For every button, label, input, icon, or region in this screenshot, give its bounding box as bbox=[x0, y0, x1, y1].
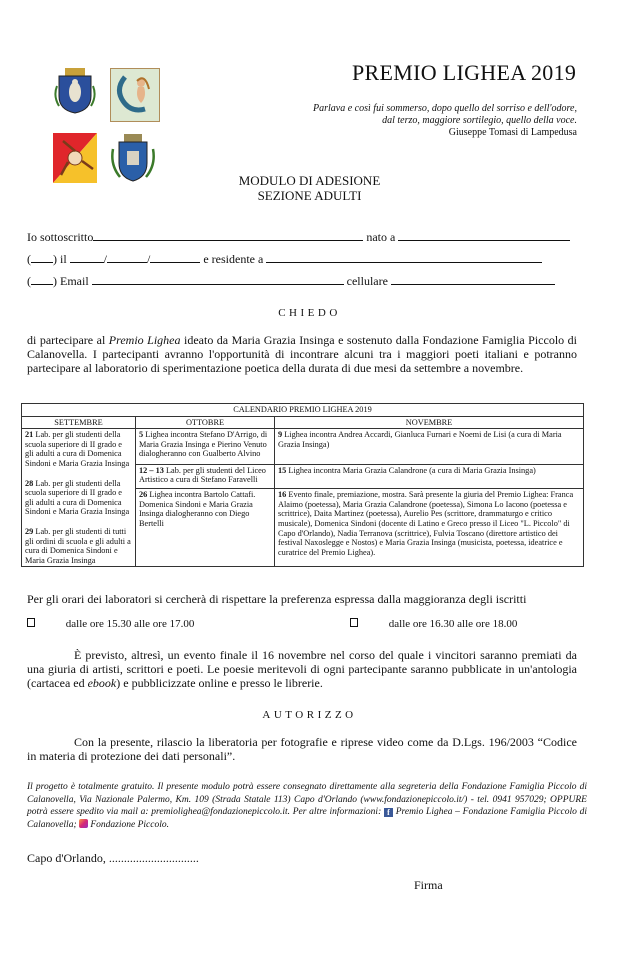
signature-label: Firma bbox=[414, 878, 443, 892]
evento-text bbox=[27, 648, 577, 690]
calendar-table bbox=[21, 403, 584, 567]
autorizzo-text: Con la presente, rilascio la liberatoria per fotografie e riprese video come da D.Lgs. 196/2003 “Codice in materia di protezione dei dati personali”. bbox=[27, 735, 577, 763]
form-line-name bbox=[27, 228, 570, 245]
epigraph bbox=[257, 103, 577, 139]
place-date: Capo d'Orlando, .............................. bbox=[27, 851, 199, 865]
label-nato-a: nato a bbox=[366, 230, 396, 244]
col-settembre: SETTEMBRE bbox=[22, 416, 136, 429]
entry-day: 29 bbox=[25, 526, 34, 536]
calendar-entry bbox=[25, 430, 132, 468]
entry-text: Lighea incontra Maria Grazia Calandrone (a cura di Maria Grazia Insinga) bbox=[286, 465, 536, 475]
entry-text: Evento finale, premiazione, mostra. Sarà presente la giuria del Premio Lighea: Franca Alaimo (poetessa), Maria Grazia Calandrone (poetessa), Simona Lo Iacono (poetessa e scrittrice), Daita Martinez (poetessa), Aurelio Pes (scrittore, drammaturgo e critico musicale), Domenica Sindoni (docente di Latino e Greco presso il Liceo "L. Piccolo" di Capo d'Orlando), Nadia Terranova (scrittrice), Fulvia Toscano (direttore artistico dei festival Naxoslegge e Nostos) e Maria Grazia Insinga (musicista, poetessa, ideatrice e curatrice del Premio Lighea). bbox=[278, 490, 574, 557]
info-note bbox=[27, 781, 587, 831]
label-il: ) il bbox=[53, 252, 67, 266]
birthplace-field[interactable] bbox=[398, 228, 570, 241]
evento-main: È previsto, altresì, un evento finale il 16 novembre nel corso del quale i vincitori saranno premiati da una giuria di artisti, scrittori e poeti. Le poesie meritevoli di ogni partecipante saranno pubblicate in un'antologia (cartacea ed bbox=[27, 648, 577, 690]
email-field[interactable] bbox=[92, 272, 344, 285]
entry-day: 26 bbox=[139, 490, 148, 500]
label-cellulare: cellulare bbox=[346, 274, 388, 288]
entry-text: Lab. per gli studenti della scuola superiore di II grado e gli adulti a cura di Domenica Sindoni e Maria Grazia Insinga bbox=[25, 430, 130, 468]
form-line-contact bbox=[27, 272, 555, 289]
label-sottoscritto: Io sottoscritto bbox=[27, 230, 94, 244]
entry-day: 5 bbox=[139, 430, 144, 440]
paren-open: ( bbox=[27, 274, 31, 288]
evento-end: ) e pubblicizzate online e presso le librerie. bbox=[116, 676, 323, 690]
label-residente: e residente a bbox=[203, 252, 264, 266]
facebook-icon: f bbox=[384, 808, 393, 817]
phone-field[interactable] bbox=[391, 272, 555, 285]
calendar-entry bbox=[25, 479, 132, 517]
chiedo-pre: di partecipare al bbox=[27, 333, 109, 347]
mermaid-icon bbox=[110, 68, 160, 122]
entry-text: Lighea incontra Stefano D'Arrigo, di Maria Grazia Insinga e Pierino Venuto dialogheranno con Gualberto Alvino bbox=[139, 430, 268, 459]
premio-name: Premio Lighea bbox=[108, 333, 181, 347]
entry-day: 21 bbox=[25, 430, 34, 440]
chiedo-heading: CHIEDO bbox=[278, 307, 341, 319]
date-sep: / bbox=[103, 252, 108, 266]
entry-day: 9 bbox=[278, 430, 283, 440]
ottobre-cell-2 bbox=[136, 464, 275, 489]
paren-open: ( bbox=[27, 252, 31, 266]
month-field[interactable] bbox=[107, 250, 147, 263]
entry-text: Lab. per gli studenti della scuola superiore di II grado e gli adulti a cura di Domenica Sindoni e Maria Grazia Insinga bbox=[25, 478, 130, 517]
ottobre-cell-3 bbox=[136, 489, 275, 567]
entry-text: Lighea incontra Bartolo Cattafi. Domenica Sindoni e Maria Grazia Insinga dialogheranno con Diego Bertelli bbox=[139, 490, 256, 529]
instagram-link[interactable]: Fondazione Piccolo. bbox=[87, 819, 169, 830]
quote-line-2: dal terzo, maggiore sortilegio, quello della voce. bbox=[382, 115, 577, 126]
autorizzo-heading: AUTORIZZO bbox=[262, 709, 357, 721]
option-2-label: dalle ore 16.30 alle ore 18.00 bbox=[388, 618, 518, 630]
option-1-label: dalle ore 15.30 alle ore 17.00 bbox=[65, 618, 195, 630]
novembre-cell-3 bbox=[275, 489, 584, 567]
orari-intro: Per gli orari dei laboratori si cercherà di rispettare la preferenza espressa dalla maggioranza degli iscritti bbox=[27, 592, 527, 606]
residence-field[interactable] bbox=[266, 250, 542, 263]
label-email: ) Email bbox=[53, 274, 89, 288]
facebook-link[interactable]: Premio Lighea – Fondazione Famiglia Piccolo di Calanovella; bbox=[27, 807, 587, 830]
entry-day: 28 bbox=[25, 478, 34, 488]
name-field[interactable] bbox=[93, 228, 363, 241]
orari-option-1 bbox=[27, 618, 194, 630]
entry-day: 12 – 13 bbox=[139, 465, 164, 475]
option-2-checkbox[interactable] bbox=[350, 618, 358, 627]
coat-of-arms-icon bbox=[53, 66, 97, 114]
entry-day: 16 bbox=[278, 490, 287, 500]
chiedo-text bbox=[27, 333, 577, 375]
form-title bbox=[0, 173, 619, 203]
note-text: Il progetto è totalmente gratuito. Il presente modulo potrà essere consegnato direttamente alla segreteria della Fondazione Famiglia Piccolo di Calanovella, Via Nazionale Palermo, Km. 109 (Strada Statale 113) Capo d'Orlando (www.fondazionepiccolo.it/) - tel. 0941 957029; OPPURE potrà essere spedito via mail a: premiolighea@fondazionepiccolo.it. Per altre informazioni: bbox=[27, 782, 587, 817]
chiedo-post: ideato da Maria Grazia Insinga e sostenuto dalla Fondazione Famiglia Piccolo di Calanovella. I partecipanti avranno l'opportunità di incontrare alcuni tra i maggiori poeti italiani e potranno partecipare al laboratorio di sperimentazione poetica della durata di due mesi da settembre a novembre. bbox=[27, 333, 577, 375]
col-ottobre: OTTOBRE bbox=[136, 416, 275, 429]
evento-ebook: ebook bbox=[87, 676, 117, 690]
date-sep: / bbox=[147, 252, 151, 266]
entry-text: Lab. per gli studenti di tutti gli ordini di scuola e gli adulti a cura di Domenica Sindoni e Maria Grazia Insinga bbox=[25, 526, 131, 565]
ottobre-cell-1 bbox=[136, 429, 275, 464]
novembre-cell-1 bbox=[275, 429, 584, 464]
page-title: PREMIO LIGHEA 2019 bbox=[352, 60, 577, 85]
year-field[interactable] bbox=[150, 250, 200, 263]
calendar-title: CALENDARIO PREMIO LIGHEA 2019 bbox=[22, 404, 584, 417]
option-1-checkbox[interactable] bbox=[27, 618, 35, 627]
instagram-icon bbox=[79, 819, 88, 828]
orari-option-2 bbox=[350, 618, 517, 630]
entry-text: Lab. per gli studenti del Liceo Artistico a cura di Stefano Faravelli bbox=[139, 465, 266, 485]
quote-author: Giuseppe Tomasi di Lampedusa bbox=[448, 127, 577, 138]
form-title-line-2: SEZIONE ADULTI bbox=[257, 188, 362, 203]
day-field[interactable] bbox=[70, 250, 104, 263]
settembre-cell bbox=[22, 429, 136, 567]
form-title-line-1: MODULO DI ADESIONE bbox=[238, 173, 381, 188]
novembre-cell-2 bbox=[275, 464, 584, 489]
entry-text: Lighea incontra Andrea Accardi, Gianluca Furnari e Noemi de Lisi (a cura di Maria Grazia Insinga) bbox=[278, 430, 562, 449]
quote-line-1: Parlava e così fui sommerso, dopo quello del sorriso e dell'odore, bbox=[313, 103, 577, 114]
form-line-birth bbox=[27, 250, 542, 267]
col-novembre: NOVEMBRE bbox=[275, 416, 584, 429]
province-field[interactable] bbox=[31, 250, 53, 263]
entry-day: 15 bbox=[278, 465, 287, 475]
province-field-2[interactable] bbox=[31, 272, 53, 285]
calendar-entry bbox=[25, 527, 132, 565]
